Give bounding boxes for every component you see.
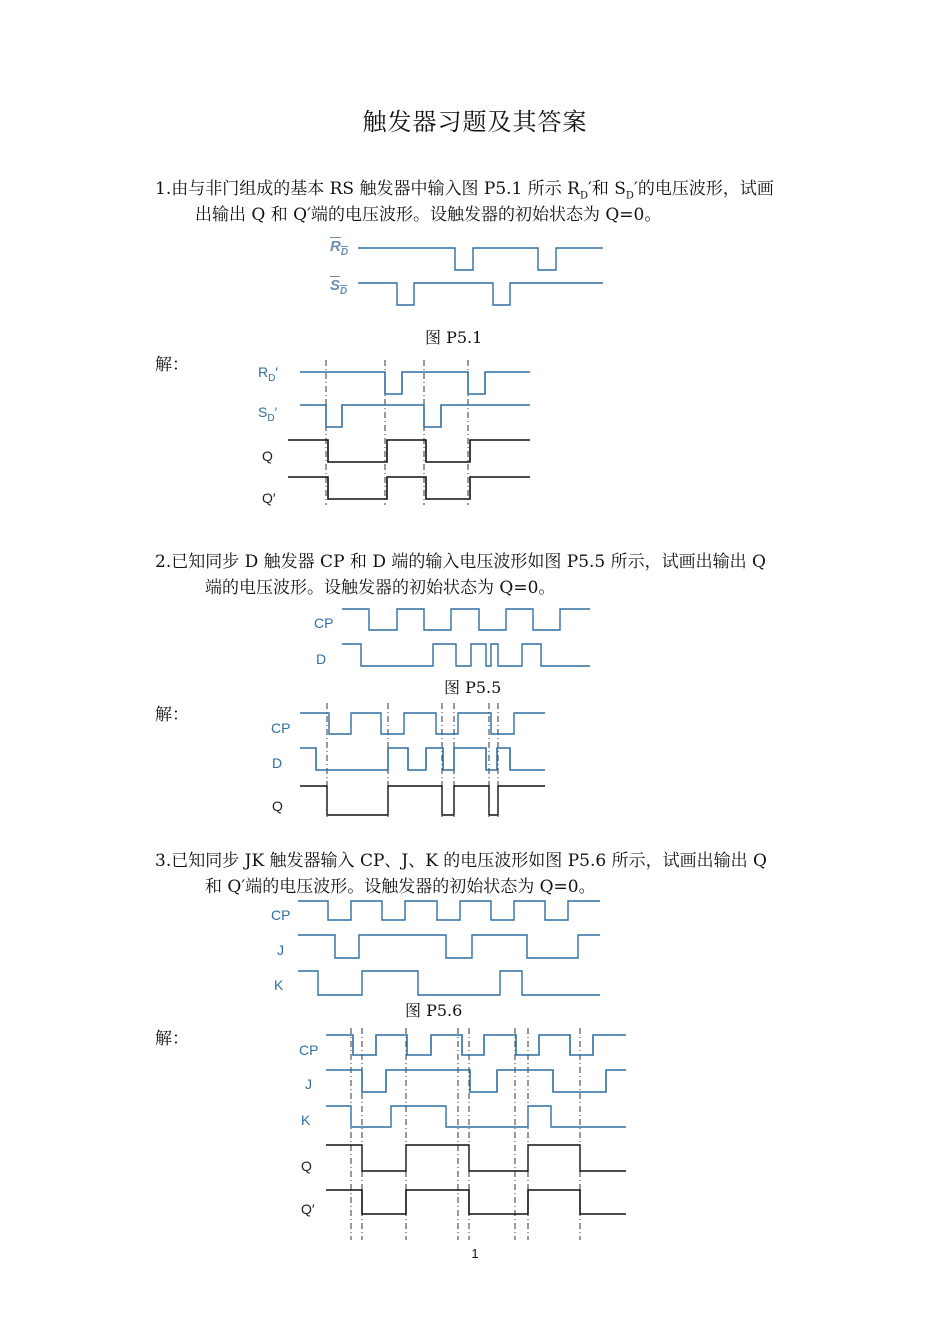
p56-j-wave	[298, 935, 600, 958]
fig-p55-d-label: D	[316, 651, 327, 667]
ans1-qn-label: Q′	[262, 490, 276, 506]
ans1-qn-wave	[288, 477, 530, 499]
ans2-d-label: D	[272, 755, 283, 771]
ans2-q-wave	[300, 786, 545, 815]
ans3-qn-wave	[326, 1190, 626, 1214]
ans3-q-label: Q	[301, 1158, 312, 1174]
fig-p51-caption: 图 P5.1	[425, 328, 483, 347]
ans1-sd-wave	[300, 405, 530, 427]
q3-text-line2: 和 Q′端的电压波形。设触发器的初始状态为 Q=0。	[205, 877, 596, 897]
ans3-j-label: J	[305, 1076, 312, 1092]
fig-p56-k-label: K	[274, 977, 284, 993]
answer-label-2: 解：	[155, 705, 189, 725]
ans3-k-label: K	[301, 1112, 311, 1128]
page-number: 1	[471, 1246, 479, 1261]
ans3-qn-label: Q′	[301, 1201, 315, 1217]
ans2-cp-wave	[300, 713, 545, 734]
ans2-d-wave	[300, 748, 545, 770]
ans2-q-label: Q	[272, 798, 283, 814]
ans3-j-wave	[326, 1070, 626, 1092]
fig-p55-cp-label: CP	[314, 615, 334, 631]
p55-cp-wave	[342, 609, 590, 630]
p51-rd-wave	[358, 248, 603, 270]
q1-text-line1: 1.由与非门组成的基本 RS 触发器中输入图 P5.1 所示 $R_D'$和 $S_D'$的电压波形，试画	[155, 179, 774, 202]
answer-label-1: 解：	[155, 355, 189, 375]
ans1-q-label: Q	[262, 448, 273, 464]
q2-text-line1: 2.已知同步 D 触发器 CP 和 D 端的输入电压波形如图 P5.5 所示，试画出输出 Q	[155, 552, 766, 572]
p56-k-wave	[298, 971, 600, 995]
answer-label-3: 解：	[155, 1029, 189, 1049]
ans3-cp-wave	[326, 1035, 626, 1055]
p55-d-wave	[342, 644, 590, 666]
ans1-sd-label: $S_D'$	[258, 404, 278, 424]
q3-text-line1: 3.已知同步 JK 触发器输入 CP、J、K 的电压波形如图 P5.6 所示，试画出输出 Q	[155, 851, 767, 871]
ans1-q-wave	[288, 440, 530, 462]
fig-p56-j-label: J	[277, 942, 284, 958]
ans3-k-wave	[326, 1106, 626, 1127]
ans3-q-wave	[326, 1145, 626, 1171]
fig-p55-caption: 图 P5.5	[444, 678, 502, 697]
p51-sd-wave	[358, 283, 603, 305]
ans2-cp-label: CP	[271, 720, 291, 736]
ans1-rd-wave	[300, 372, 530, 394]
fig-p51-sd-label: $S_D$	[330, 277, 348, 297]
fig-p56-cp-label: CP	[271, 907, 291, 923]
ans3-cp-label: CP	[299, 1042, 319, 1058]
fig-p56-caption: 图 P5.6	[405, 1001, 463, 1020]
fig-p51-rd-label: $R_D$	[330, 238, 349, 258]
p56-cp-wave	[298, 901, 600, 920]
q1-text-line2: 出输出 Q 和 Q′端的电压波形。设触发器的初始状态为 Q=0。	[195, 205, 662, 225]
page-title: 触发器习题及其答案	[362, 108, 588, 136]
q2-text-line2: 端的电压波形。设触发器的初始状态为 Q=0。	[205, 578, 556, 598]
ans1-rd-label: $R_D'$	[258, 364, 278, 384]
